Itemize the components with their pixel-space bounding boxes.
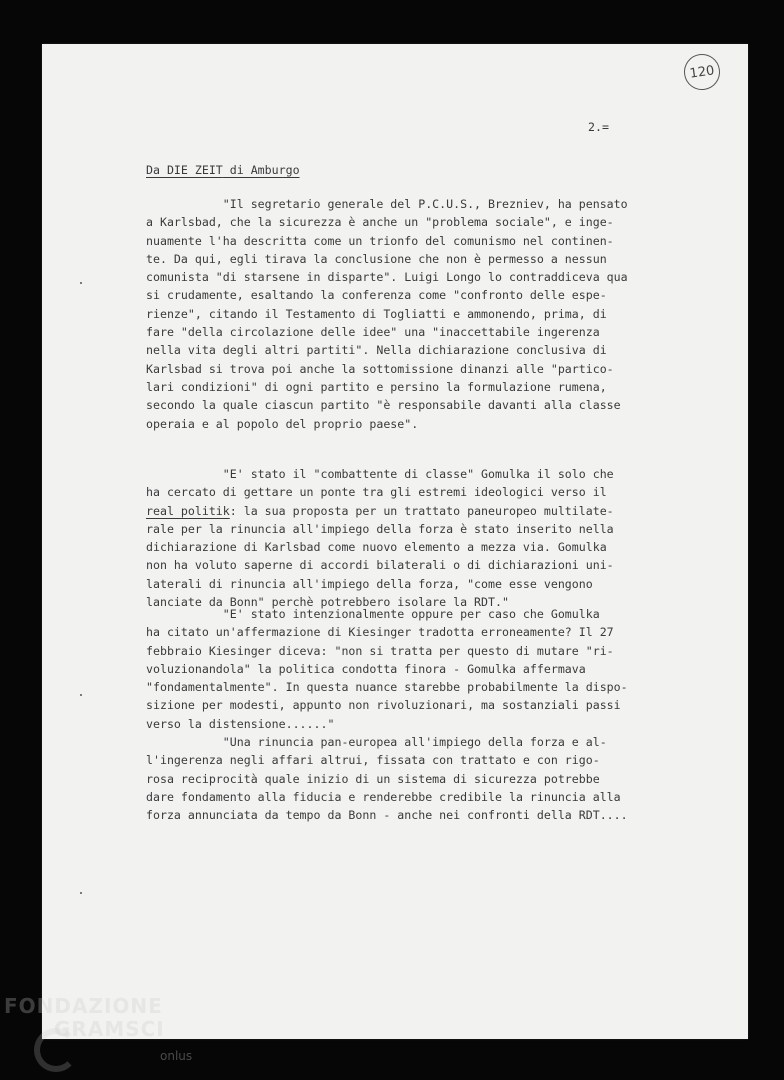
paragraph-2-line-1: "E' stato il "combattente di classe" Gomulka il solo che — [146, 467, 614, 481]
page-marker: 2.= — [588, 120, 609, 134]
heading-city: di Amburgo — [222, 163, 300, 177]
paragraph-4: "Una rinuncia pan-europea all'impiego della forza e al- l'ingerenza negli affari altrui, fissata con trattato e con rigo- rosa reciprocità quale inizio di un sistema di sicurezza potrebbe dare fondamento alla fiducia e renderebbe credibile la rinuncia alla forza annunciata da tempo da Bonn - anche nei confronti della RDT.... — [146, 735, 628, 823]
real-politik-term: real politik — [146, 503, 230, 518]
margin-mark — [80, 694, 82, 696]
paragraph-2-rest: rale per la rinuncia all'impiego della forza è stato inserito nella dichiarazione di Karlsbad come nuovo elemento a mezza via. Gomulka non ha voluto saperne di accordi bilaterali o di dichiarazioni uni- laterali di rinuncia all'impiego della forza, "come esse vengono lanciate da Bonn" perchè potrebbero isolare la RDT." — [146, 521, 614, 610]
watermark-line-2: GRAMSCI — [54, 1017, 165, 1041]
margin-mark — [80, 282, 82, 284]
paragraph-1: "Il segretario generale del P.C.U.S., Brezniev, ha pensato a Karlsbad, che la sicurezza è anche un "problema sociale", e inge- nuamente l'ha descritta come un trionfo del comunismo nel continen- te. Da qui, egli tirava la conclusione che non è permesso a nessun comunista "di starsene in disparte". Luigi Longo lo contraddiceva qua si crudamente, esaltando la conferenza come "confronto delle espe- rienze", citando il Testamento di Togliatti e ammonendo, prima, di fare "della circolazione delle idee" una "inaccettabile ingerenza nella vita degli altri partiti". Nella dichiarazione conclusiva di Karlsbad si trova poi anche la sottomissione dinanzi alle "partico- lari condizioni" di ogni partito e persino la formulazione rumena, secondo la quale ciascun partito "è responsabile davanti alla classe operaia e al popolo del proprio paese". — [146, 197, 628, 431]
watermark-line-1: FONDAZIONE — [4, 994, 163, 1018]
handwritten-page-number: 120 — [682, 52, 723, 93]
document-page — [42, 44, 748, 1039]
heading-source: Da DIE ZEIT — [146, 163, 223, 177]
paragraph-3: "E' stato intenzionalmente oppure per caso che Gomulka ha citato un'affermazione di Kiesinger tradotta erroneamente? Il 27 febbraio Kiesinger diceva: "non si tratta per questo di mutare "ri- voluzionandola" la politica condotta finora - Gomulka affermava "fondamentalmente". In questa nuance starebbe probabilmente la dispo- sizione per modesti, appunto non rivoluzionari, ma sostanziali passi verso la distensione......" — [146, 607, 628, 731]
margin-mark — [80, 892, 82, 894]
paragraph-2-line-3: : la sua proposta per un trattato paneuropeo multilate- — [229, 503, 614, 518]
paragraph-2-line-2: ha cercato di gettare un ponte tra gli estremi ideologici verso il — [146, 485, 607, 500]
watermark — [4, 994, 165, 1040]
paragraph-2 — [146, 465, 614, 611]
watermark-onlus: onlus — [160, 1049, 193, 1063]
heading — [146, 161, 300, 179]
